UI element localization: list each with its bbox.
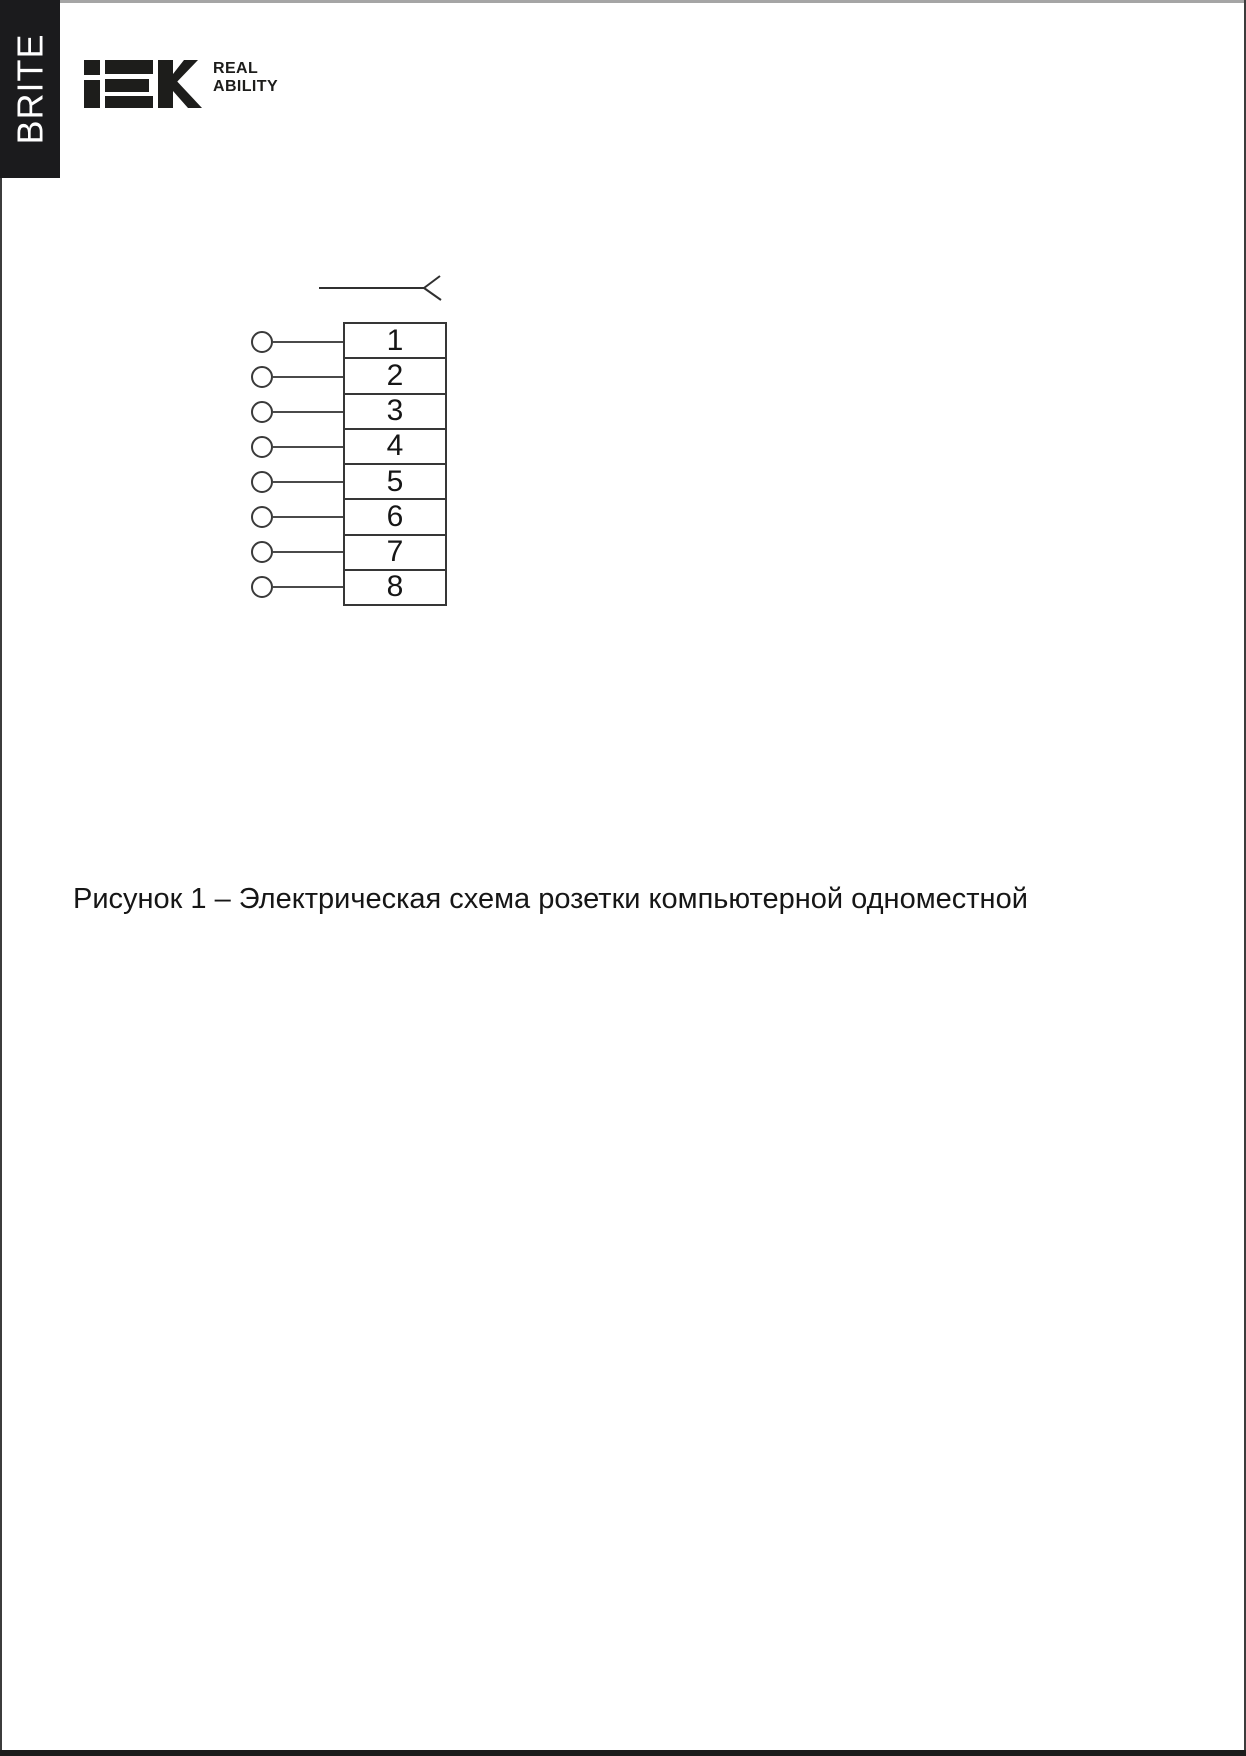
terminal-circle-icon bbox=[251, 506, 273, 528]
terminal-row-5 bbox=[251, 471, 343, 493]
terminal-circle-icon bbox=[251, 541, 273, 563]
pin-cell-8: 8 bbox=[386, 570, 404, 604]
terminal-wire bbox=[273, 586, 343, 588]
terminal-wire bbox=[273, 516, 343, 518]
terminal-row-2 bbox=[251, 366, 343, 388]
terminal-wire bbox=[273, 551, 343, 553]
tagline-line-real: REAL bbox=[213, 60, 259, 77]
brand-header bbox=[84, 58, 278, 108]
pin-cell-5: 5 bbox=[345, 465, 445, 500]
pin-cell-1: 1 bbox=[345, 324, 445, 359]
terminal-circle-icon bbox=[251, 436, 273, 458]
brite-side-tab bbox=[0, 0, 60, 178]
terminal-circle-icon bbox=[251, 471, 273, 493]
pin-cell-4: 4 bbox=[345, 430, 445, 465]
terminal-wire bbox=[273, 341, 343, 343]
figure-caption: Рисунок 1 – Электрическая схема розетки компьютерной одноместной bbox=[73, 883, 1028, 915]
pin-cell-7: 7 bbox=[345, 536, 445, 571]
terminal-circle-icon bbox=[251, 576, 273, 598]
page-left-edge-line bbox=[0, 0, 2, 1756]
terminal-circle-icon bbox=[251, 401, 273, 423]
tagline-line-ability: ABILITY bbox=[213, 77, 279, 95]
pin-cell-3: 3 bbox=[345, 395, 445, 430]
brand-tagline bbox=[213, 60, 278, 95]
terminal-row-6 bbox=[251, 506, 343, 528]
page-top-edge-line bbox=[0, 0, 1246, 3]
pinout-schematic bbox=[240, 265, 490, 625]
page-bottom-bar bbox=[0, 1750, 1246, 1756]
iek-logo-icon bbox=[84, 60, 202, 108]
terminal-wire bbox=[273, 481, 343, 483]
pin-table bbox=[343, 322, 447, 606]
terminal-circle-icon bbox=[251, 366, 273, 388]
terminal-row-4 bbox=[251, 436, 343, 458]
pin-cell-2: 2 bbox=[345, 359, 445, 394]
terminal-circle-icon bbox=[251, 331, 273, 353]
terminal-wire bbox=[273, 446, 343, 448]
brite-label: BRITE bbox=[9, 33, 51, 145]
terminal-row-1 bbox=[251, 331, 343, 353]
terminal-wire bbox=[273, 411, 343, 413]
terminal-row-3 bbox=[251, 401, 343, 423]
terminal-row-8 bbox=[251, 576, 343, 598]
pin-cell-6: 6 bbox=[345, 500, 445, 535]
terminal-wire bbox=[273, 376, 343, 378]
terminal-row-7 bbox=[251, 541, 343, 563]
